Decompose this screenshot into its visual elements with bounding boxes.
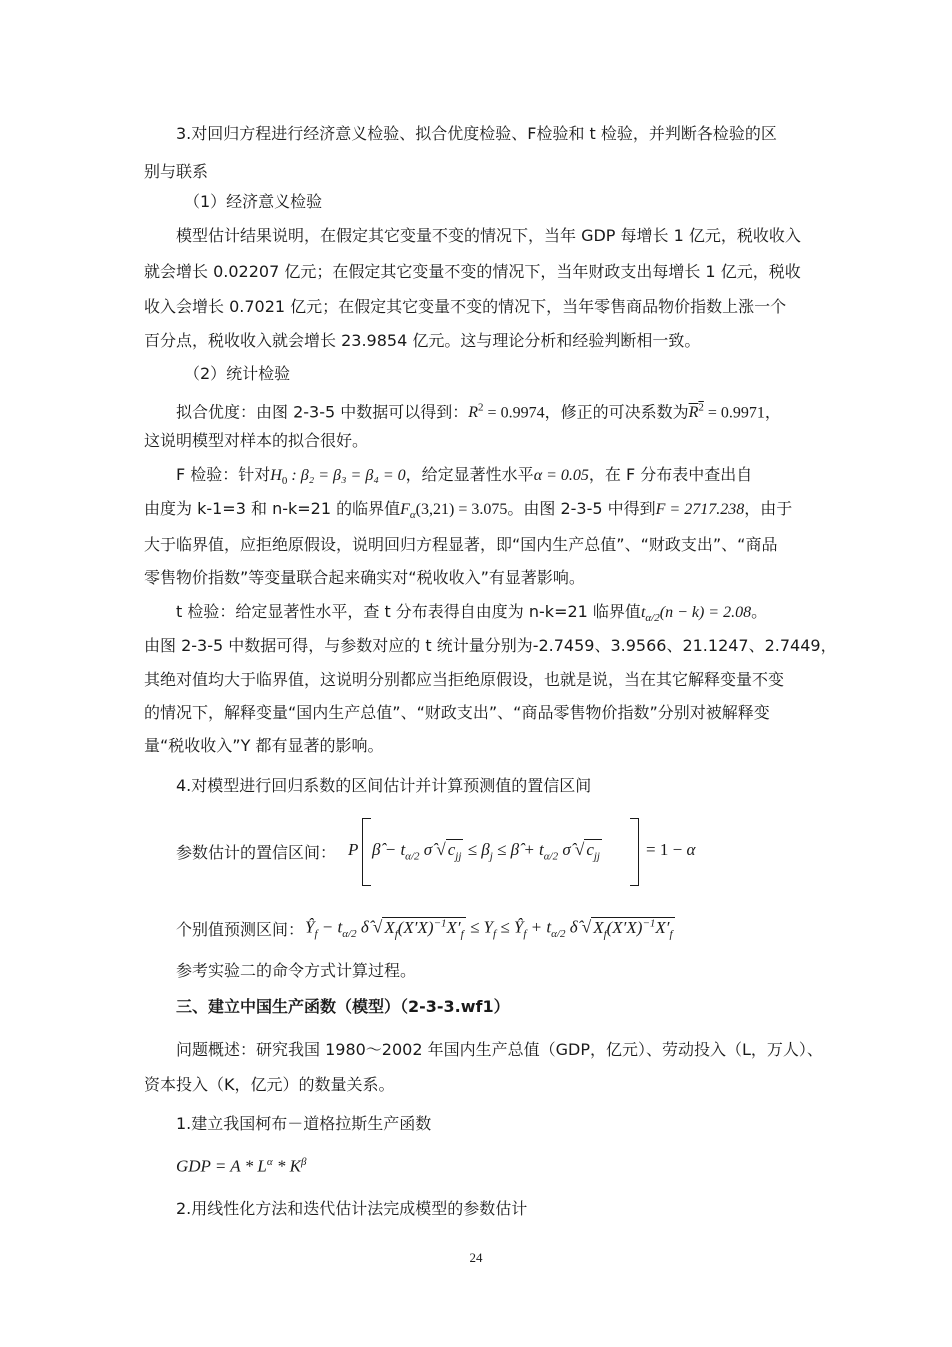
section3-heading-line2: 别与联系 — [144, 162, 209, 181]
para-economic-line2: 就会增长 0.02207 亿元；在假定其它变量不变的情况下，当年财政支出每增长 1 亿元，税收 — [144, 262, 801, 281]
ci-formula: P — [348, 840, 359, 859]
ref-text: 参考实验二的命令方式计算过程。 — [176, 961, 417, 980]
ci-formula-body: β̂ − $t_{\alpha/2}$ σ̂ √ $c_{jj} \le \beta_j$ ≤ β̂ + $t_{\alpha/2}$ σ̂ √ $c_{jj}$ — [372, 840, 600, 863]
f-text-a: F 检验：针对 — [176, 465, 271, 484]
r-squared-value: = 0.9974 — [483, 404, 545, 422]
fit-text-b: ，修正的可决系数为 — [544, 402, 689, 422]
f-test-line4: 零售物价指数”等变量联合起来确实对“税收收入”有显著影响。 — [144, 568, 585, 587]
pred-formula: $Ŷ_f - t_{\alpha/2}$ δ̂ √ $X_f(X'X)^{-1}X'_f \le Y_f$ ≤ $Ŷ_f + t_{\alpha/2}$ δ̂ √ $X_f(X'X)^{-1}X'_f$ — [305, 917, 673, 941]
subheading-economic: （1）经济意义检验 — [184, 192, 323, 211]
f-statistic: F = 2717.238 — [655, 501, 745, 518]
t-test-line3: 其绝对值均大于临界值，这说明分别都应当拒绝原假设，也就是说，当在其它解释变量不变 — [144, 670, 785, 689]
fit-text-a: 拟合优度：由图 2-3-5 中数据可以得到： — [176, 402, 469, 422]
t-critical-symbol: $t_{\alpha/2}$ — [640, 604, 660, 625]
subheading-statistical: （2）统计检验 — [184, 364, 291, 383]
f-alpha-symbol: $F_\alpha$ — [400, 501, 416, 522]
t-critical-value: (n − k) = 2.08 — [659, 604, 752, 621]
f2-text-b: 。由图 2-3-5 中得到 — [507, 499, 656, 518]
section3-heading-line1: 3.对回归方程进行经济意义检验、拟合优度检验、F检验和 t 检验，并判断各检验的区 — [176, 124, 777, 143]
f2-text-a: 由度为 k-1=3 和 n-k=21 的临界值 — [144, 499, 401, 518]
t-test-line5: 量“税收收入”Y 都有显著的影响。 — [144, 736, 384, 755]
adj-r-squared-value: = 0.9971 — [703, 404, 765, 422]
t-test-line2: 由图 2-3-5 中数据可得，与参数对应的 t 统计量分别为-2.7459、3.9566、21.1247、2.7449， — [144, 636, 837, 655]
t-text-b: 。 — [751, 602, 768, 621]
cobb-douglas-formula: GDP = A * $L^\alpha * K^\beta$ — [176, 1156, 307, 1176]
fit-line2: 这说明模型对样本的拟合很好。 — [144, 431, 369, 450]
f-test-line2 — [144, 499, 792, 525]
fit-text-c: ， — [764, 402, 781, 422]
fit-line1 — [176, 398, 781, 423]
section4-heading: 4.对模型进行回归系数的区间估计并计算预测值的置信区间 — [176, 776, 592, 795]
part3-item2: 2.用线性化方法和迭代估计法完成模型的参数估计 — [176, 1199, 528, 1218]
part3-para-line1: 问题概述：研究我国 1980～2002 年国内生产总值（GDP，亿元）、劳动投入（L，万人）、 — [176, 1040, 823, 1059]
para-economic-line3: 收入会增长 0.7021 亿元；在假定其它变量不变的情况下，当年零售商品物价指数上涨一个 — [144, 297, 787, 316]
ci-left-bracket — [362, 818, 371, 886]
page-number: 24 — [469, 1250, 483, 1265]
f-text-c: ，在 F 分布表中查出自 — [588, 465, 753, 484]
adj-r-squared-symbol: $R^2$ — [688, 402, 704, 422]
f2-text-c: ，由于 — [744, 499, 793, 518]
f-test-line3: 大于临界值，应拒绝原假设，说明回归方程显著，即“国内生产总值”、“财政支出”、“商品 — [144, 535, 778, 554]
h0-symbol: $H_0$ — [270, 467, 288, 488]
f-critical-value: (3,21) = 3.075 — [415, 501, 508, 518]
alpha-value: α = 0.05 — [533, 467, 589, 484]
f-text-b: ，给定显著性水平 — [405, 465, 534, 484]
ci-right-bracket — [630, 818, 639, 886]
h0-equation: : β₂ = β₃ = β₄ = 0 — [287, 467, 406, 484]
f-test-line1 — [176, 465, 752, 491]
t-test-line4: 的情况下，解释变量“国内生产总值”、“财政支出”、“商品零售物价指数”分别对被解释变 — [144, 703, 770, 722]
part3-para-line2: 资本投入（K，亿元）的数量关系。 — [144, 1075, 395, 1094]
para-economic-line1: 模型估计结果说明，在假定其它变量不变的情况下，当年 GDP 每增长 1 亿元，税收收入 — [176, 226, 801, 245]
part3-item1: 1.建立我国柯布－道格拉斯生产函数 — [176, 1114, 432, 1133]
ci-formula-rhs: = 1 − α — [646, 840, 696, 859]
ci-label: 参数估计的置信区间： — [176, 843, 337, 862]
r-squared-symbol: $R^2$ — [468, 402, 484, 422]
para-economic-line4: 百分点，税收收入就会增长 23.9854 亿元。这与理论分析和经验判断相一致。 — [144, 331, 701, 350]
part3-heading: 三、建立中国生产函数（模型）（2-3-3.wf1） — [176, 997, 510, 1016]
pred-label: 个别值预测区间： — [176, 920, 305, 939]
t-test-line1 — [176, 602, 767, 628]
t-text-a: t 检验：给定显著性水平，查 t 分布表得自由度为 n-k=21 临界值 — [176, 602, 641, 621]
